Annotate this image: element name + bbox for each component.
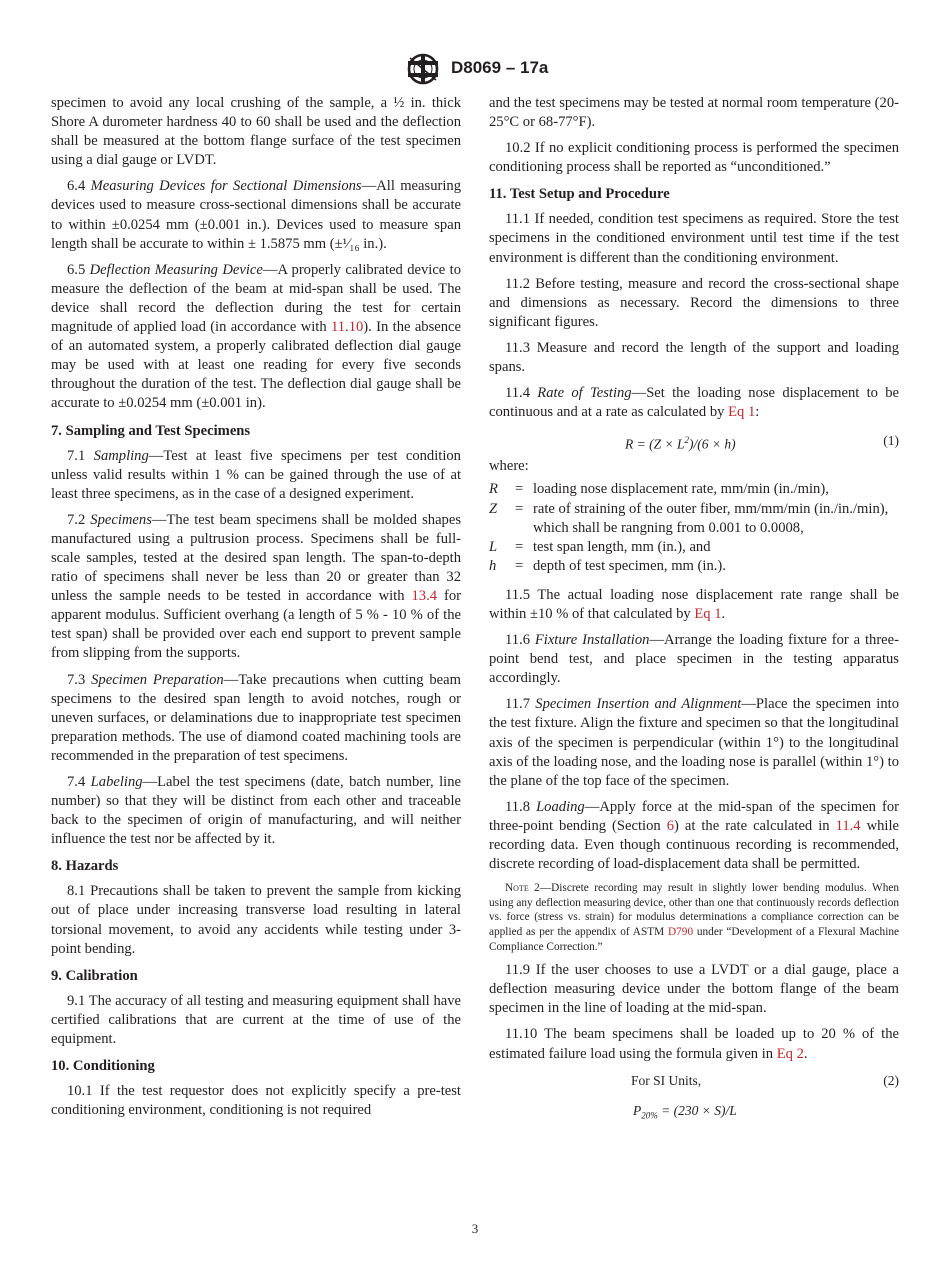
section-11-8 [489,798,899,874]
section-title: Labeling [90,774,143,790]
section-11-1: 11.1 If needed, condition test specimens as required. Store the test specimens in the conditioned environment until test time if the test environment is different than the conditioning environment. [489,211,899,266]
link-11-4[interactable]: 11.4 [835,817,861,834]
section-title: Deflection Measuring Device [89,261,263,278]
where-label: where: [489,458,529,475]
equation-lhs: R = (Z × L [625,436,685,452]
section-number: 7.1 [67,447,86,464]
section-10-1: 10.1 If the test requestor does not explicitly specify a pre-test conditioning environment, conditioning is not required [51,1083,461,1119]
si-units-line [489,1071,899,1093]
section-title: Loading [536,798,585,815]
where-symbol: Z [489,500,498,517]
equation-subscript: 20% [641,1110,658,1121]
equation-rhs: = (230 × S)/L [657,1102,737,1118]
right-column [489,94,899,1125]
section-7-2 [51,511,461,664]
where-row [489,538,899,557]
where-definition: loading nose displacement rate, mm/min (in./min), [533,481,829,498]
section-11-4 [489,384,899,422]
paragraph-intro: specimen to avoid any local crushing of the sample, a ½ in. thick Shore A durometer hardness 40 to 60 shall be used and the deflection shall be measured at the bottom flange surface of the test specimen using a dial gauge or LVDT. [51,95,461,169]
where-definition: test span length, mm (in.), and [533,538,711,555]
where-symbol: h [489,557,497,574]
link-section-6[interactable]: 6 [666,817,674,834]
heading-10: 10. Conditioning [51,1058,155,1075]
section-title: Fixture Installation [534,632,650,649]
where-row [489,480,899,499]
section-7-3 [51,671,461,766]
equation-body [625,431,736,454]
where-block [489,457,899,576]
astm-logo-icon [402,52,444,86]
where-definition: depth of test specimen, mm (in.). [533,557,726,574]
where-definition: rate of straining of the outer fiber, mm/mm/min (in./in./min), which shall be rangning from 0.001 to 0.0008, [533,500,889,536]
section-text: —Set the loading nose displacement to be continuous and at a rate as calculated by [489,385,900,421]
where-equals: = [515,500,524,517]
equation-number: (2) [883,1072,899,1088]
equation-body [633,1101,737,1126]
section-text: 11.10 The beam specimens shall be loaded up to 20 % of the estimated failure load using the formula given in [489,1026,899,1062]
section-11-2: 11.2 Before testing, measure and record the cross-sectional shape and dimensions as necessary. Record the dimensions to three significant figures. [489,275,899,330]
where-equals: = [515,481,524,498]
section-title: Rate of Testing [537,385,632,402]
heading-9: 9. Calibration [51,967,138,984]
si-units-label: For SI Units, [631,1072,702,1088]
section-11-9: 11.9 If the user chooses to use a LVDT or a dial gauge, place a deflection measuring device under the bottom flange of the beam specimen in the line of loading at the mid-span. [489,962,899,1017]
note-2 [489,881,899,954]
link-eq-1[interactable]: Eq 1 [694,605,722,622]
section-number: 6.4 [67,178,86,195]
link-eq-1[interactable]: Eq 1 [728,404,756,421]
document-id: D8069 – 17a [451,58,549,77]
equation-rhs: )/(6 × h) [688,436,736,452]
section-number: 11.4 [505,385,530,402]
where-row [489,500,899,538]
link-eq-2[interactable]: Eq 2 [776,1045,804,1062]
section-number: 7.2 [67,511,86,528]
heading-8: 8. Hazards [51,858,119,875]
heading-7: 7. Sampling and Test Specimens [51,422,251,439]
section-number: 6.5 [67,261,86,278]
section-11-3: 11.3 Measure and record the length of the support and loading spans. [489,339,899,376]
section-text: —Test at least five specimens per test condition unless valid results within 1 % can be gained through the use of at least three specimens, as in the case of a designed experiment. [51,447,461,502]
section-title: Sampling [93,447,149,464]
section-6-5 [51,261,461,414]
section-8-1: 8.1 Precautions shall be taken to prevent the sample from kicking out of place under increasing transverse load resulting in lateral torsional movement, to avoid any accidents while testing under 3-point bending. [51,883,461,957]
equation-2 [489,1101,899,1125]
equation-1 [489,429,899,451]
where-symbol: R [489,481,498,498]
section-title: Specimen Preparation [91,671,224,688]
note-text: —Discrete recording may result in slightly lower bending modulus. When using any deflection measuring device, other than one that continuously records deflection vs. force (stress vs. strain) for modulus determinations a compliance correction can be applied as per the appendix of ASTM [489,882,900,938]
section-number: 7.3 [67,671,86,688]
section-text: —A properly calibrated device to measure the deflection of the beam at mid-span shall be used. The device shall record the deflection during the test for certain magnitude of applied load (in accordance with [51,261,461,336]
punctuation: . [721,605,726,622]
section-11-6 [489,631,899,688]
section-text: 11.5 The actual loading nose displacement rate range shall be within ±10 % of that calculated by [489,586,899,622]
section-number: 7.4 [67,774,86,790]
punctuation: : [755,404,760,421]
section-title: Specimens [90,511,152,528]
section-7-4 [51,773,461,849]
where-row [489,557,899,576]
link-d790[interactable]: D790 [667,925,694,938]
section-9-1: 9.1 The accuracy of all testing and measuring equipment shall have certified calibrations that are current at the time of use of the equipment. [51,992,461,1047]
page-number: 3 [471,1221,479,1236]
note-text: under “Development of a Flexural Machine Compliance Correction.” [489,925,899,953]
section-number: 11.8 [505,798,530,815]
section-text: while recording data. Even though continuous recording is recommended, discrete recording of load-displacement data shall be permitted. [489,817,900,873]
section-11-10 [489,1025,899,1063]
paragraph-continued: and the test specimens may be tested at normal room temperature (20-25°C or 68-77°F). [489,95,899,131]
equation-lhs: P [633,1102,642,1118]
section-10-2: 10.2 If no explicit conditioning process is performed the specimen conditioning process shall be reported as “unconditioned.” [489,140,899,176]
punctuation: . [803,1045,808,1062]
section-11-7 [489,695,899,790]
where-equals: = [515,538,524,555]
section-text: ). In the absence of an automated system, a properly calibrated deflection dial gauge may be used with at least one reading for every five seconds throughout the duration of the test. The deflection dial gauge shall be accurate to ±0.0254 mm (±0.001 in). [51,319,461,412]
page-header [0,52,950,88]
section-7-1 [51,447,461,504]
section-text: —The test beam specimens shall be molded shapes manufactured using a pultrusion process. Specimens shall be full-scale samples, tested at the desired span length. The span-to-depth ratio of specimens shall never be less than 20 or greater than 32 unless the sample needs to be tested in accordance with [51,511,462,605]
heading-11: 11. Test Setup and Procedure [489,186,670,203]
section-number: 11.7 [505,696,530,713]
section-title: Measuring Devices for Sectional Dimensions [90,178,362,195]
section-text: —Apply force at the mid-span of the specimen for three-point bending (Section [489,798,899,834]
where-equals: = [515,557,524,574]
note-label: Note 2 [505,882,540,895]
section-text: for apparent modulus. Sufficient overhang (a length of 5 % - 10 % of the test span) shall be provided over each end support to prevent sample from slipping from the supports. [51,588,461,662]
section-text: —Arrange the loading fixture for a three-point bend test, and place specimen in the testing apparatus accordingly. [489,632,899,687]
section-text: ) at the rate calculated in [673,817,836,834]
section-number: 11.6 [505,632,530,649]
left-column [51,94,461,1127]
section-text: —All measuring devices used to measure cross-sectional dimensions shall be accurate to within ±0.0254 mm (±0.001 in.). Devices used to measure span length shall be accurate to within ± 1.5875 mm (±¹⁄₁₆ in.). [51,178,461,252]
section-11-5 [489,586,899,624]
equation-superscript: 2 [684,435,689,446]
section-text: —Take precautions when cutting beam specimens to the desired span length to avoid notches, rough or uneven surfaces, or delaminations due to inappropriate test specimen preparation methods. The use of diamond coated machining tools are recommended in the preparation of test specimens. [51,671,461,764]
equation-number: (1) [883,433,899,449]
link-11-10[interactable]: 11.10 [331,319,364,336]
section-title: Specimen Insertion and Alignment [535,696,742,713]
link-13-4[interactable]: 13.4 [411,588,438,605]
section-6-4 [51,177,461,253]
section-text: —Label the test specimens (date, batch number, line number) so that they will be distinct from each other and traceable back to the specimen of origin of manufacturing, and will neither influence the test nor be affected by it. [51,774,461,848]
where-symbol: L [489,538,498,555]
section-text: —Place the specimen into the test fixture. Align the fixture and specimen so that the longitudinal axis of the specimen is perpendicular (within 1°) to the longitudinal axis of the loading nose, and the loading nose is parallel (within 1°) to the plane of the top face of the specimen. [489,696,899,789]
